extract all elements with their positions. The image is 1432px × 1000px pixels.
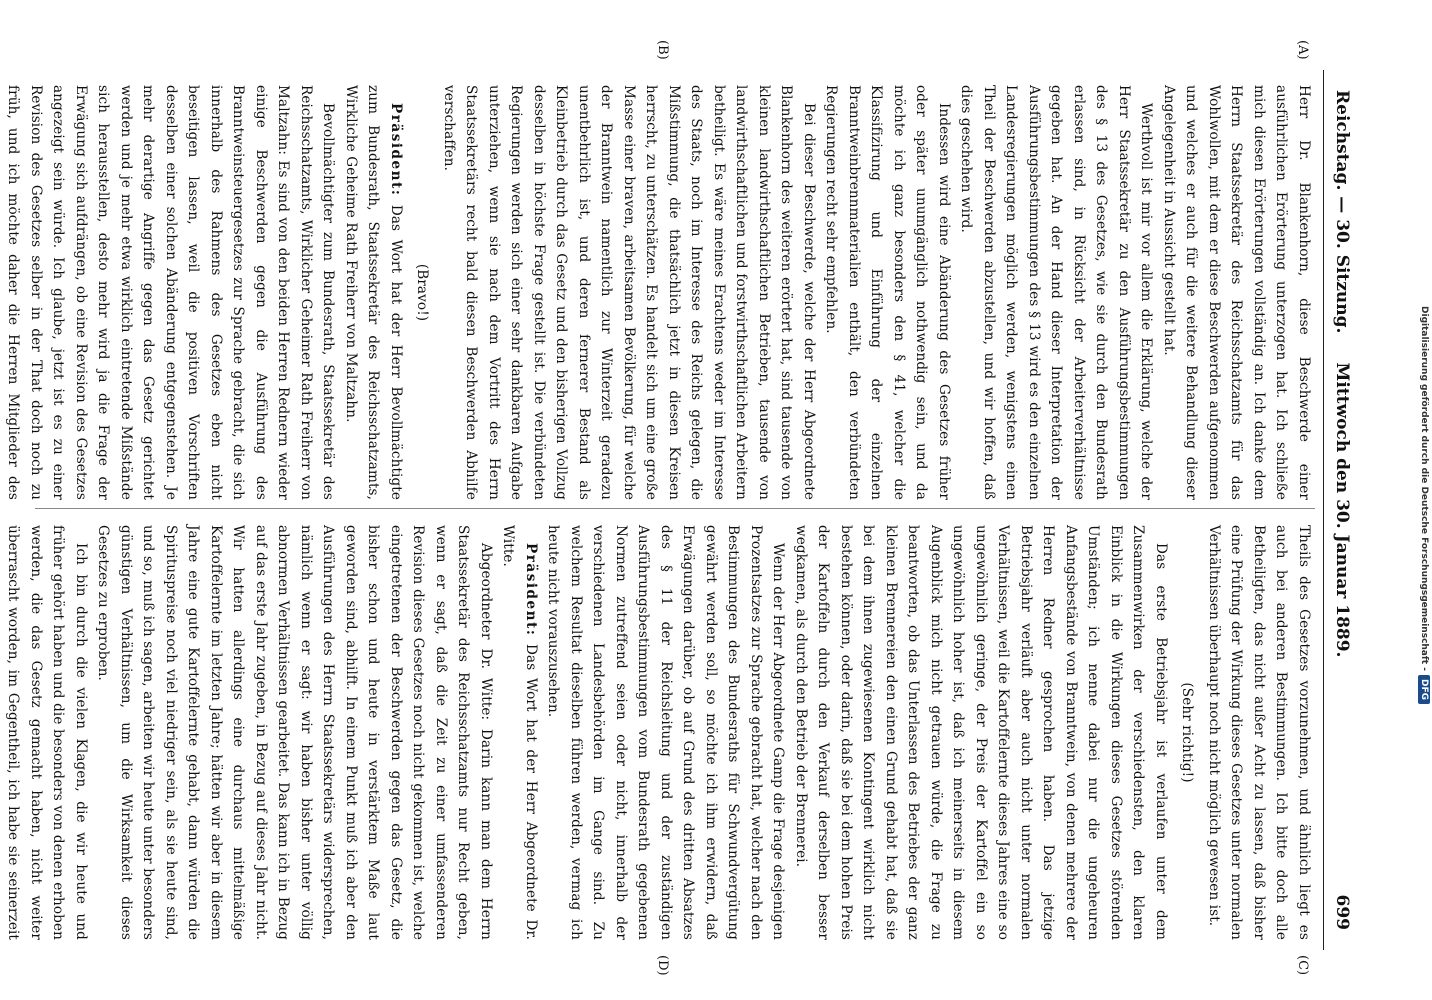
paragraph: Wenn der Herr Abgeordnete Gamp die Frage desjenigen Prozentsatzes zur Sprache gebracht hat, welcher nach den Bestimmungen des Bundesraths für Schwundvergütung gewährt werden soll, so möchte ich ihm erwidern, daß Erwägungen darüber, ob auf Grund des dritten Absatzes des § 11 der Reichsleitung und der zuständigen Ausführungsbestimmungen vom Bundesrath gegebenen Normen zutreffend seien oder nicht, innerhalb der verschiedenen Landesbehörden im Gange sind. Zu welchem Resultat dieselben führen werden, vermag ich heute nicht vorauszusehen. (545, 525, 787, 940)
speech-text: Das Wort hat der Herr Abgeordnete Dr. Witte. (500, 525, 539, 941)
paragraph (340, 85, 408, 500)
margin-marker-d: (D) (655, 955, 670, 976)
header-session: Reichstag. — 30. Sitzung. (1332, 90, 1352, 334)
margin-marker-b: (B) (655, 40, 670, 60)
paragraph: Bei dieser Beschwerde, welche der Herr Abgeordnete Blankenhorn des weiteren erörtert hat, sind tausende von kleinen landwirthschaftlichen Betrieben, tausende von landwirthschaftlichen und forstwirthschaftlichen Arbeitern betheiligt. Es wäre meines Erachtens weder im Interesse des Staats, noch im Interesse des Reichs gelegen, die Mißstimmung, die thatsächlich jetzt in diesen Kreisen herrscht, zu unterschätzen. Es handelt sich um eine große Masse einer braven, arbeitsamen Bevölkerung, für welche der Branntwein namentlich zur Winterzeit geradezu unentbehrlich ist, und deren fernerer Bestand als Kleinbetrieb durch das Gesetz und den bisherigen Vollzug desselben in höchste Frage gestellt ist. Die verbündeten Regierungen werden sich einer sehr dankbaren Aufgabe unterziehen, wenn sie nach dem Vortritt des Herrn Staatssekretärs recht bald diesen Beschwerden Abhilfe verschaffen. (441, 85, 817, 500)
paragraph: Das erste Betriebsjahr ist verlaufen unter dem Zusammenwirken der verschiedensten, den klaren Einblick in die Wirkungen dieses Gesetzes störenden Umständen; ich nenne dabei nur die ungeheuren Anfangsbestände von Branntwein, von denen mehrere der Herren Redner gesprochen haben. Das jetzige Betriebsjahr verläuft aber auch nicht unter normalen Verhältnissen, weil die Kartoffelernte dieses Jahres eine so ungewöhnlich geringe, der Preis der Kartoffel ein so ungewöhnlich hoher ist, daß ich meinerseits in diesem Augenblick mich nicht getrauen würde, die Frage zu beantworten, ob das Unterlassen des Betriebes der ganz kleinen Brennereien den einen Grund gehabt hat, daß sie bei dem ihnen zugewiesenen Kontingent wirklich nicht bestehen können, oder darin, daß sie bei dem hohen Preis der Kartoffeln durch den Verkauf derselben besser wegkamen, als durch den Betrieb der Brennerei. (793, 525, 1169, 940)
paragraph: Theils des Gesetzes vorzunehmen, und ähnlich liegt es auch bei anderen Bestimmungen. Ich bitte doch alle Betheiligten, das nicht außer Acht zu lassen, daß bisher eine Prüfung der Wirkung dieses Gesetzes unter normalen Verhältnissen überhaupt noch nicht möglich gewesen ist. (1206, 525, 1312, 940)
right-column (5, 525, 1315, 941)
speech-text: Das Wort hat der Herr Bevollmächtigte zum Bundesrath, Staatssekretär des Reichsschatzamts, Wirkliche Geheime Rath Freiherr von Maltzahn. (343, 85, 404, 501)
paragraph: Indessen wird eine Abänderung des Gesetzes früher oder später unumgänglich nothwendig sein, und da möchte ich ganz besonders den § 41, welcher die Klassifizirung und Einführung der einzelnen Branntweinbrennmaterialien enthält, den verbündeten Regierungen recht sehr empfehlen. (823, 85, 952, 500)
margin-marker-a: (A) (1295, 40, 1310, 60)
column-divider (35, 508, 1315, 509)
paragraph: Werthvoll ist mir vor allem die Erklärung, welche der Herr Staatssekretär zu den Ausführungsbestimmungen des § 13 des Gesetzes, wie sie durch den Bundesrath erlassen sind, in Rücksicht der Arbeiterverhältnisse gegeben hat. An der Hand dieser Interpretation der Ausführungsbestimmungen des § 13 wird es den einzelnen Landesregierungen möglich werden, wenigstens einen Theil der Beschwerden abzustellen, und wir hoffen, daß dies geschehen wird. (958, 85, 1155, 500)
page-number: 699 (1332, 894, 1352, 930)
paragraph: Abgeordneter Dr. Witte: Darin kann man dem Herrn Staatssekretär des Reichsschatzamts nur Recht geben, wenn er sagt, daß die Zeit zu einer umfassenderen Revision dieses Gesetzes noch nicht gekommen ist, welche eingetretenen der Beschwerden gegen das Gesetz, die bisher schon und heute in verstärktem Maße laut geworden sind, abhilft. In einem Punkt muß ich aber den Ausführungen des Herrn Staatssekretärs widersprechen, nämlich wenn er sagt: wir haben bisher unter völlig abnormen Verhältnissen gearbeitet. Das kann ich in Bezug auf das erste Jahr zugeben, in Bezug auf dieses Jahr nicht. Wir hatten allerdings eine durchaus mittelmäßige Kartoffelernte im letzten Jahre; hätten wir aber in diesem Jahre eine gute Kartoffelernte gehabt, dann würden die Spirituspreise noch viel niedriger sein, als sie heute sind, und so, muß ich sagen, arbeiten wir heute unter besonders günstigen Verhältnissen, um die Wirksamkeit dieses Gesetzes zu erproben. (95, 525, 494, 940)
speaker-label: Präsident: (388, 103, 404, 197)
speaker-label: Präsident: (523, 543, 539, 637)
paragraph: Ich bin durch die vielen Klagen, die wir heute und früher gehört haben und die besonders von denen erhoben werden, die das Gesetz gemacht haben, nicht weiter überrascht worden, im Gegentheil, ich habe sie seinerzeit (5, 525, 89, 940)
interjection: (Sehr richtig!) (1179, 682, 1196, 783)
watermark-text: Digitalisierung gefördert durch die Deutsche Forschungsgemeinschaft - (1419, 306, 1429, 671)
interjection: (Bravo!) (414, 263, 431, 322)
paragraph (497, 525, 542, 940)
running-header (1323, 70, 1360, 950)
digitization-watermark (1418, 40, 1430, 970)
left-column (5, 85, 1315, 501)
header-date: Mittwoch den 30. Januar 1889. (1332, 362, 1352, 658)
paragraph: Herr Dr. Blankenhorn, diese Beschwerde einer ausführlichen Erörterung unterzogen hat. Ich schließe mich diesen Erörterungen vollständig an. Ich danke dem Herrn Staatssekretär des Reichsschatzamts für das Wohlwollen, mit dem er diese Beschwerden aufgenommen und welches er auch für die weitere Behandlung dieser Angelegenheit in Aussicht gestellt hat. (1161, 85, 1312, 500)
margin-marker-c: (C) (1295, 955, 1310, 976)
paragraph: Bevollmächtigter zum Bundesrath, Staatssekretär des Reichsschatzamts, Wirklicher Geheimer Rath Freiherr von Maltzahn: Es sind von den beiden Herren Rednern wieder einige Beschwerden gegen die Ausführung des Branntweinsteuergesetzes zur Sprache gebracht, die sich innerhalb des Rahmens des Gesetzes eben nicht beseitigen lassen, weil die positiven Vorschriften desselben einer solchen Abänderung entgegenstehen. Je mehr derartige Angriffe gegen das Gesetz gerichtet werden und je mehr etwa wirklich eintretende Mißstände sich herausstellen, desto mehr wird ja die Frage der Erwägung sich aufdrängen, ob eine Revision des Gesetzes angezeigt sein würde. Ich glaube, jetzt ist es zu einer Revision des Gesetzes selber in der That doch noch zu früh, und ich möchte daher die Herren Mitglieder des (5, 85, 337, 500)
dfg-logo: DFG (1418, 675, 1430, 704)
